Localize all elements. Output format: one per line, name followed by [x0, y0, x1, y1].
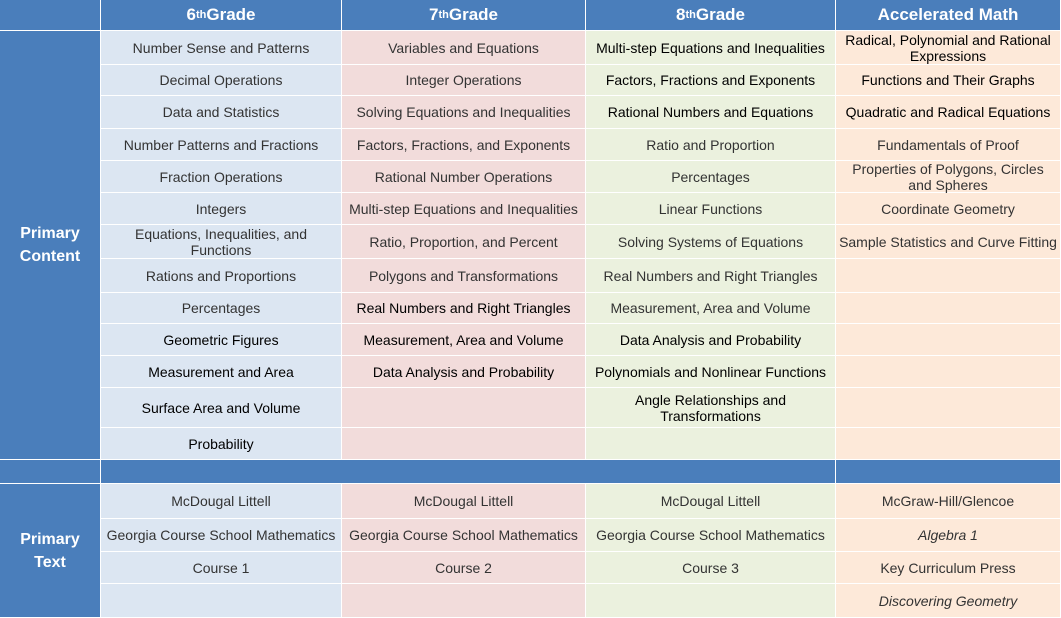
- content-cell: Properties of Polygons, Circles and Spheres: [836, 161, 1061, 193]
- content-cell: [836, 428, 1061, 460]
- content-cell: Multi-step Equations and Inequalities: [586, 31, 836, 65]
- column-header: [836, 0, 1061, 31]
- content-cell: Ratio, Proportion, and Percent: [342, 225, 586, 259]
- content-cell: Factors, Fractions, and Exponents: [342, 129, 586, 161]
- text-cell: [586, 584, 836, 618]
- column-header-label: 7: [429, 5, 439, 24]
- content-cell: Measurement, Area and Volume: [586, 293, 836, 324]
- content-cell: Solving Systems of Equations: [586, 225, 836, 259]
- content-cell: [836, 259, 1061, 293]
- content-cell: Data Analysis and Probability: [342, 356, 586, 388]
- content-cell: [836, 293, 1061, 324]
- content-cell: Ratio and Proportion: [586, 129, 836, 161]
- content-cell: Decimal Operations: [101, 65, 342, 96]
- content-cell: Coordinate Geometry: [836, 193, 1061, 225]
- column-header-suffix: Grade: [448, 5, 498, 24]
- column-header: 7 th Grade: [342, 0, 586, 31]
- content-cell: Sample Statistics and Curve Fitting: [836, 225, 1061, 259]
- column-header: 8 th Grade: [586, 0, 836, 31]
- content-cell: Linear Functions: [586, 193, 836, 225]
- text-cell: Georgia Course School Mathematics: [342, 519, 586, 552]
- content-cell: Fundamentals of Proof: [836, 129, 1061, 161]
- content-cell: [342, 428, 586, 460]
- content-cell: [342, 388, 586, 428]
- section-label-primary-content: Primary Content: [0, 31, 101, 460]
- content-cell: Probability: [101, 428, 342, 460]
- column-header: 6 th Grade: [101, 0, 342, 31]
- content-cell: Factors, Fractions and Exponents: [586, 65, 836, 96]
- column-header-suffix: Grade: [695, 5, 745, 24]
- text-cell: Key Curriculum Press: [836, 552, 1061, 584]
- column-header-label: 6: [186, 5, 196, 24]
- text-cell: Georgia Course School Mathematics: [101, 519, 342, 552]
- section-divider: [0, 460, 101, 484]
- text-cell: McDougal Littell: [586, 484, 836, 519]
- column-header-label: Accelerated Math: [877, 5, 1019, 24]
- content-cell: Percentages: [101, 293, 342, 324]
- header-corner: [0, 0, 101, 31]
- text-cell: McGraw-Hill/Glencoe: [836, 484, 1061, 519]
- content-cell: Number Patterns and Fractions: [101, 129, 342, 161]
- content-cell: Real Numbers and Right Triangles: [342, 293, 586, 324]
- content-cell: Data Analysis and Probability: [586, 324, 836, 356]
- text-cell: Course 1: [101, 552, 342, 584]
- content-cell: Surface Area and Volume: [101, 388, 342, 428]
- text-cell: Discovering Geometry: [836, 584, 1061, 618]
- content-cell: Multi-step Equations and Inequalities: [342, 193, 586, 225]
- content-cell: Solving Equations and Inequalities: [342, 96, 586, 129]
- column-header-suffix: Grade: [206, 5, 256, 24]
- content-cell: Radical, Polynomial and Rational Expressions: [836, 31, 1061, 65]
- content-cell: Measurement, Area and Volume: [342, 324, 586, 356]
- content-cell: [836, 388, 1061, 428]
- content-cell: Integer Operations: [342, 65, 586, 96]
- content-cell: Quadratic and Radical Equations: [836, 96, 1061, 129]
- content-cell: Rational Number Operations: [342, 161, 586, 193]
- text-cell: [101, 584, 342, 618]
- content-cell: Rations and Proportions: [101, 259, 342, 293]
- content-cell: Angle Relationships and Transformations: [586, 388, 836, 428]
- content-cell: Measurement and Area: [101, 356, 342, 388]
- content-cell: Percentages: [586, 161, 836, 193]
- content-cell: Real Numbers and Right Triangles: [586, 259, 836, 293]
- content-cell: Polygons and Transformations: [342, 259, 586, 293]
- text-cell: Georgia Course School Mathematics: [586, 519, 836, 552]
- text-cell: Course 2: [342, 552, 586, 584]
- content-cell: Integers: [101, 193, 342, 225]
- section-divider: [101, 460, 836, 484]
- content-cell: Data and Statistics: [101, 96, 342, 129]
- section-label-primary-text: Primary Text: [0, 484, 101, 618]
- content-cell: Variables and Equations: [342, 31, 586, 65]
- text-cell: McDougal Littell: [342, 484, 586, 519]
- content-cell: [836, 324, 1061, 356]
- content-cell: Functions and Their Graphs: [836, 65, 1061, 96]
- text-cell: [342, 584, 586, 618]
- content-cell: Geometric Figures: [101, 324, 342, 356]
- text-cell: Course 3: [586, 552, 836, 584]
- column-header-label: 8: [676, 5, 686, 24]
- text-cell: McDougal Littell: [101, 484, 342, 519]
- content-cell: Fraction Operations: [101, 161, 342, 193]
- content-cell: Rational Numbers and Equations: [586, 96, 836, 129]
- content-cell: Equations, Inequalities, and Functions: [101, 225, 342, 259]
- content-cell: Polynomials and Nonlinear Functions: [586, 356, 836, 388]
- content-cell: [586, 428, 836, 460]
- content-cell: [836, 356, 1061, 388]
- text-cell: Algebra 1: [836, 519, 1061, 552]
- section-divider: [836, 460, 1061, 484]
- content-cell: Number Sense and Patterns: [101, 31, 342, 65]
